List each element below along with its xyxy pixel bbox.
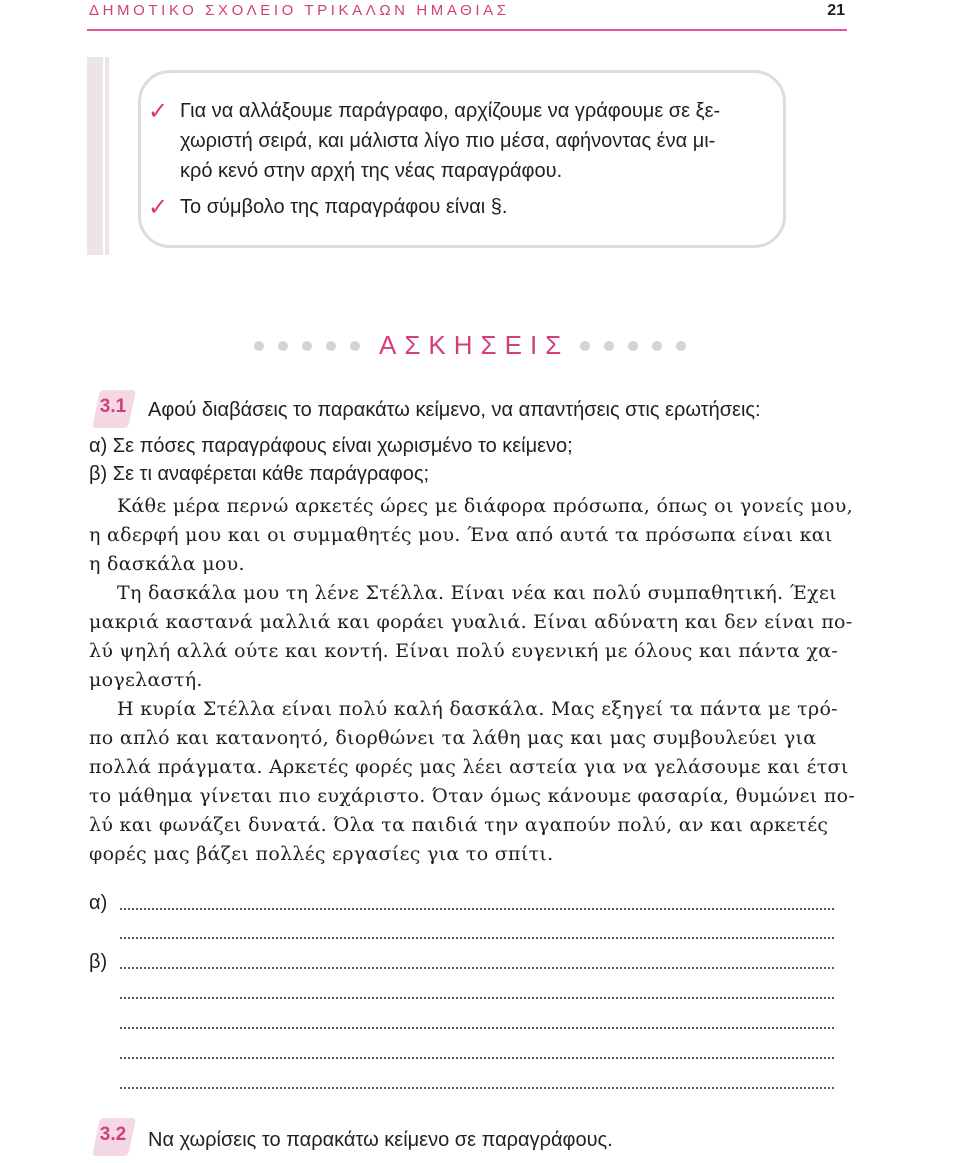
story-line: πολλά πράγματα. Αρκετές φορές μας λέει αστεία για να γελάσουμε και έτσι [89,756,849,778]
page-header-title: ΔΗΜΟΤΙΚΟ ΣΧΟΛΕΙΟ ΤΡΙΚΑΛΩΝ ΗΜΑΘΙΑΣ [89,2,510,19]
exercises-heading [254,330,684,360]
dot-decoration [676,341,686,351]
dot-decoration [350,341,360,351]
exercise-number-badge [90,1118,136,1158]
question-b: β) Σε τι αναφέρεται κάθε παράγραφος; [89,463,430,485]
side-decoration-bar-thin [105,57,109,255]
info-line-2: χωριστή σειρά, και μάλιστα λίγο πιο μέσα, αφήνοντας ένα μι- [180,130,716,152]
dot-decoration [604,341,614,351]
answer-b-label: β) [89,951,108,973]
check-icon: ✓ [148,97,169,125]
story-line: Η κυρία Στέλλα είναι πολύ καλή δασκάλα. Μας εξηγεί τα πάντα με τρό- [117,698,838,720]
story-line: λύ ψηλή αλλά ούτε και κοντή. Είναι πολύ ευγενική με όλους και πάντα χα- [89,640,839,662]
story-line: μογελαστή. [89,669,203,691]
answer-a-line-2[interactable] [120,937,834,939]
exercise-number-badge [90,390,136,430]
dot-decoration [580,341,590,351]
story-line: η δασκάλα μου. [89,553,245,575]
story-line: Τη δασκάλα μου τη λένε Στέλλα. Είναι νέα και πολύ συμπαθητική. Έχει [117,582,837,604]
info-line-1: Για να αλλάξουμε παράγραφο, αρχίζουμε να γράφουμε σε ξε- [180,100,721,122]
exercise-number: 3.2 [99,1124,127,1145]
story-line: φορές μας βάζει πολλές εργασίες για το σπίτι. [89,843,554,865]
answer-b-line-3[interactable] [120,1027,834,1029]
story-line: η αδερφή μου και οι συμμαθητές μου. Ένα από αυτά τα πρόσωπα είναι και [89,524,833,546]
dot-decoration [302,341,312,351]
info-line-4: Το σύμβολο της παραγράφου είναι §. [180,196,508,218]
dot-decoration [652,341,662,351]
answer-a-label: α) [89,892,108,914]
answer-b-line-5[interactable] [120,1087,834,1089]
dot-decoration [254,341,264,351]
answer-a-line-1[interactable] [120,908,834,910]
story-line: πο απλό και κατανοητό, διορθώνει τα λάθη μας και μας συμβουλεύει για [89,727,817,749]
exercise-instruction: Να χωρίσεις το παρακάτω κείμενο σε παραγράφους. [148,1129,613,1151]
story-line: λύ και φωνάζει δυνατά. Όλα τα παιδιά την αγαπούν πολύ, αν και αρκετές [89,814,829,836]
story-line: το μάθημα γίνεται πιο ευχάριστο. Όταν όμως κάνουμε φασαρία, θυμώνει πο- [89,785,856,807]
page-number: 21 [827,2,845,19]
answer-b-line-4[interactable] [120,1057,834,1059]
question-a: α) Σε πόσες παραγράφους είναι χωρισμένο το κείμενο; [89,435,573,457]
exercise-number: 3.1 [99,396,127,417]
dot-decoration [326,341,336,351]
exercises-title: ΑΣΚΗΣΕΙΣ [379,330,570,360]
story-line: μακριά καστανά μαλλιά και φοράει γυαλιά. Είναι αδύνατη και δεν είναι πο- [89,611,853,633]
header-divider [87,29,847,31]
info-line-3: κρό κενό στην αρχή της νέας παραγράφου. [180,160,563,182]
dot-decoration [278,341,288,351]
answer-b-line-1[interactable] [120,967,834,969]
answer-b-line-2[interactable] [120,997,834,999]
exercise-instruction: Αφού διαβάσεις το παρακάτω κείμενο, να απαντήσεις στις ερωτήσεις: [148,399,761,421]
check-icon: ✓ [148,193,169,221]
story-text [89,492,856,869]
dot-decoration [628,341,638,351]
story-line: Κάθε μέρα περνώ αρκετές ώρες με διάφορα πρόσωπα, όπως οι γονείς μου, [117,495,853,517]
side-decoration-bar [87,57,103,255]
